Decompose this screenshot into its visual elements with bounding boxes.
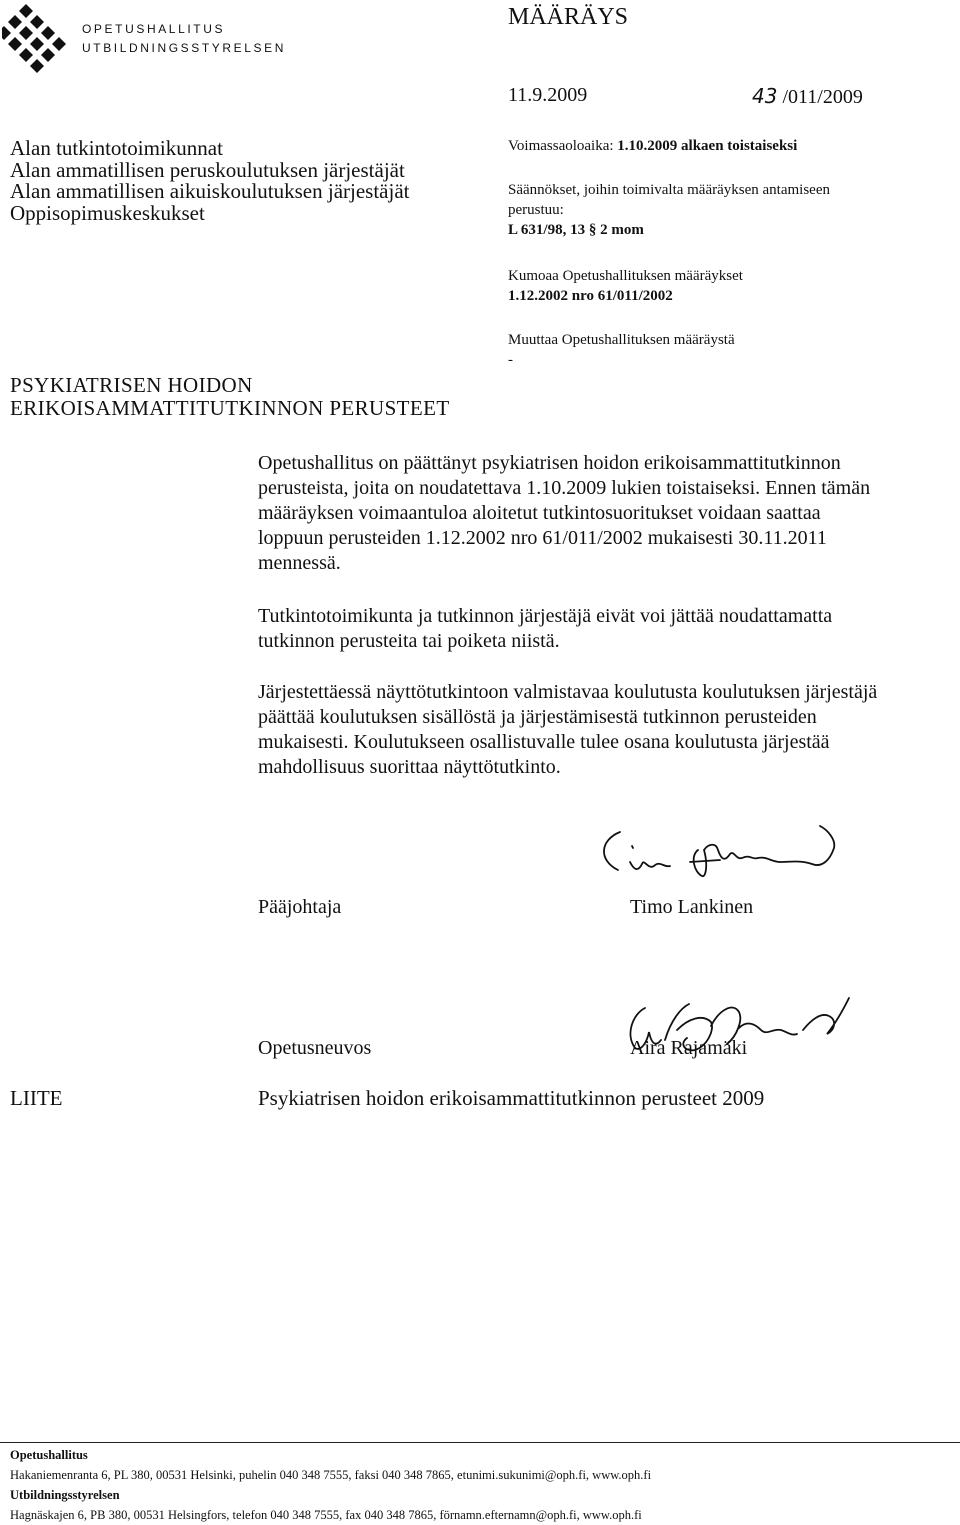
recipient: Oppisopimuskeskukset bbox=[10, 200, 205, 225]
body-line: perusteista, joita on noudatettava 1.10.2009 lukien toistaiseksi. Ennen tämän bbox=[258, 477, 871, 499]
legal-basis-label-1: Säännökset, joihin toimivalta määräyksen antamiseen bbox=[508, 182, 830, 198]
footer-org-fi: Opetushallitus bbox=[10, 1448, 88, 1462]
repeals-value: 1.12.2002 nro 61/011/2002 bbox=[508, 288, 673, 304]
signatory-title-1: Pääjohtaja bbox=[258, 896, 342, 918]
org-name-sv: UTBILDNINGSSTYRELSEN bbox=[82, 41, 287, 55]
document-number-handwritten: 43 bbox=[752, 84, 778, 108]
validity-label: Voimassaoloaika: bbox=[508, 138, 614, 154]
body-line: määräyksen voimaantuloa aloitetut tutkintosuoritukset voidaan saattaa bbox=[258, 502, 821, 524]
footer-divider bbox=[0, 1442, 960, 1443]
signature-timo-lankinen-icon bbox=[590, 820, 850, 890]
recipients-list bbox=[10, 138, 410, 224]
body-paragraph-1 bbox=[258, 451, 938, 576]
body-line: tutkinnon perusteita tai poiketa niistä. bbox=[258, 630, 560, 652]
org-name-fi: OPETUSHALLITUS bbox=[82, 22, 226, 36]
document-type: MÄÄRÄYS bbox=[508, 4, 629, 30]
repeals-label: Kumoaa Opetushallituksen määräykset bbox=[508, 268, 743, 284]
body-line: Järjestettäessä näyttötutkintoon valmistavaa koulutusta koulutuksen järjestäjä bbox=[258, 681, 878, 703]
attachment-text: Psykiatrisen hoidon erikoisammattitutkinnon perusteet 2009 bbox=[258, 1086, 765, 1110]
document-date: 11.9.2009 bbox=[508, 84, 588, 106]
body-line: päättää koulutuksen sisällöstä ja järjestämisestä tutkinnon perusteiden bbox=[258, 706, 817, 728]
body-line: Opetushallitus on päättänyt psykiatrisen hoidon erikoisammattitutkinnon bbox=[258, 452, 841, 474]
signatory-name-2: Aira Rajamäki bbox=[630, 1037, 748, 1059]
signatory-title-2: Opetusneuvos bbox=[258, 1037, 372, 1059]
body-line: Tutkintotoimikunta ja tutkinnon järjestäjä eivät voi jättää noudattamatta bbox=[258, 605, 833, 627]
body-line: mahdollisuus suorittaa näyttötutkinto. bbox=[258, 756, 561, 778]
amends bbox=[508, 330, 735, 370]
footer-org-sv: Utbildningsstyrelsen bbox=[10, 1488, 120, 1502]
body-line: mukaisesti. Koulutukseen osallistuvalle tulee osana koulutusta järjestää bbox=[258, 731, 830, 753]
repeals bbox=[508, 266, 743, 306]
recipient: Alan tutkintotoimikunnat bbox=[10, 136, 223, 160]
footer-address-sv: Hagnäskajen 6, PB 380, 00531 Helsingfors, telefon 040 348 7555, fax 040 348 7865, förnamn.efternamn@oph.fi, www.oph.fi bbox=[10, 1508, 642, 1522]
recipient: Alan ammatillisen aikuiskoulutuksen järjestäjät bbox=[10, 179, 410, 203]
validity-value: 1.10.2009 alkaen toistaiseksi bbox=[617, 138, 798, 154]
legal-basis-label-2: perustuu: bbox=[508, 202, 564, 218]
validity bbox=[508, 136, 797, 156]
document-number-suffix: /011/2009 bbox=[782, 86, 863, 108]
recipient: Alan ammatillisen peruskoulutuksen järjestäjät bbox=[10, 157, 405, 182]
document-title-line1: PSYKIATRISEN HOIDON bbox=[10, 373, 253, 397]
document-number bbox=[752, 84, 863, 109]
signatory-name-1: Timo Lankinen bbox=[630, 896, 754, 918]
amends-label: Muuttaa Opetushallituksen määräystä bbox=[508, 332, 735, 348]
document-title-line2: ERIKOISAMMATTITUTKINNON PERUSTEET bbox=[10, 396, 450, 420]
footer-address-fi: Hakaniemenranta 6, PL 380, 00531 Helsinki, puhelin 040 348 7555, faksi 040 348 7865, etunimi.sukunimi@oph.fi, www.oph.fi bbox=[10, 1468, 652, 1482]
document-title bbox=[10, 374, 450, 420]
organization-name bbox=[82, 20, 286, 58]
footer bbox=[10, 1445, 651, 1525]
oph-logo-icon bbox=[2, 4, 72, 74]
legal-basis-value: L 631/98, 13 § 2 mom bbox=[508, 222, 644, 238]
attachment-label: LIITE bbox=[10, 1086, 63, 1110]
body-paragraph-3 bbox=[258, 680, 938, 780]
amends-value: - bbox=[508, 352, 513, 368]
legal-basis bbox=[508, 180, 830, 240]
body-line: loppuun perusteiden 1.12.2002 nro 61/011/2002 mukaisesti 30.11.2011 bbox=[258, 527, 827, 549]
body-paragraph-2 bbox=[258, 604, 938, 654]
body-line: mennessä. bbox=[258, 552, 341, 574]
